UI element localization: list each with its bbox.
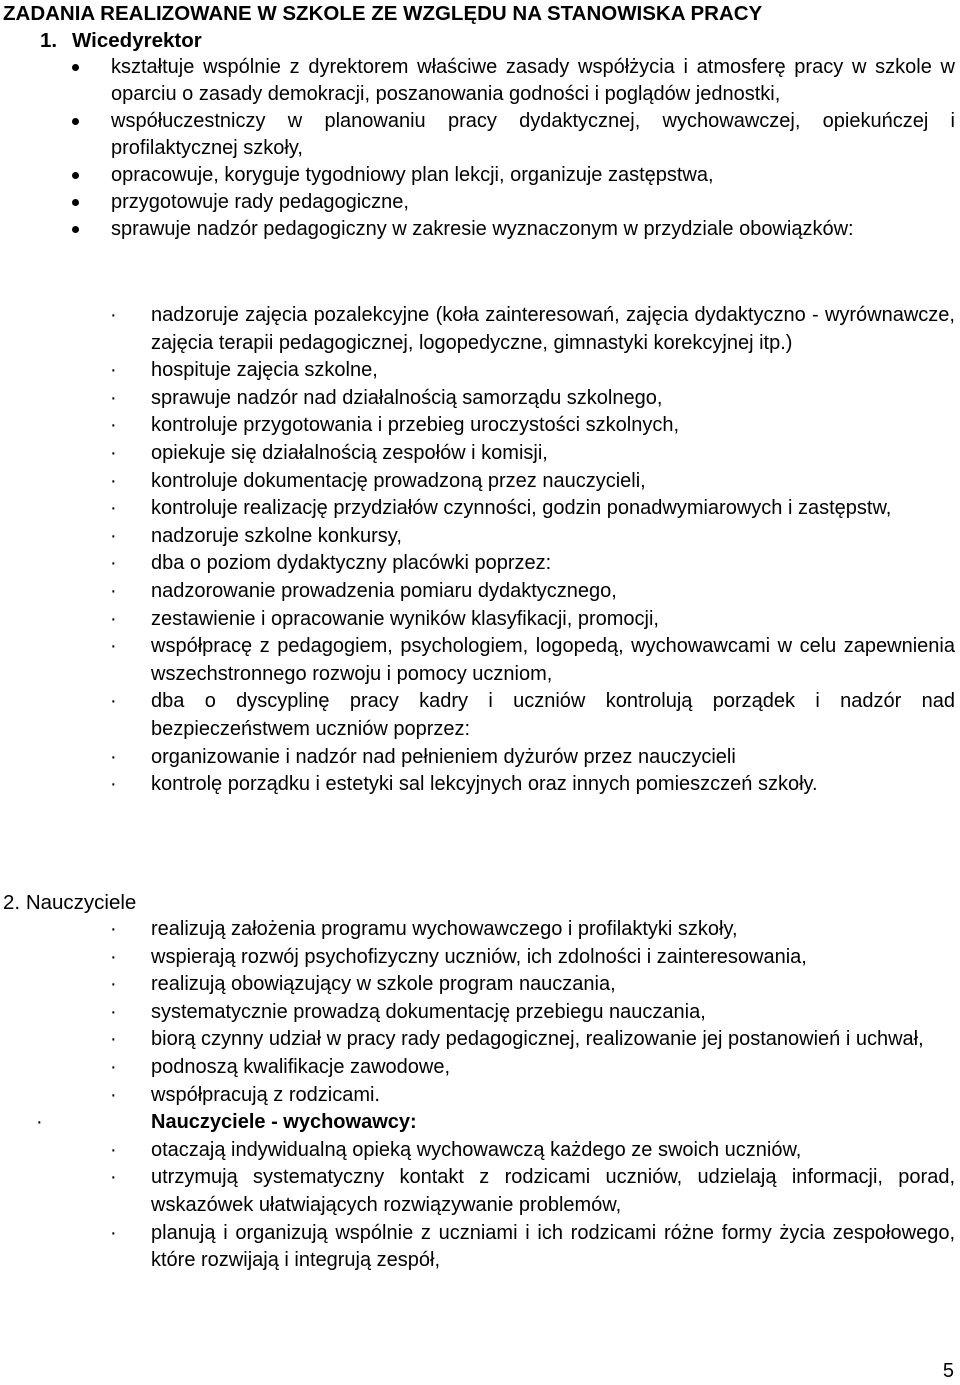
section-1-subitem-list: [0, 302, 960, 799]
dot-icon: ·: [110, 469, 117, 492]
list-item: [0, 495, 960, 523]
list-item: [0, 606, 960, 634]
list-item-text: dba o dyscyplinę pracy kadry i uczniów kontrolują porządek i nadzór nad bezpieczeństwem uczniów poprzez:: [151, 690, 955, 740]
list-item-text: sprawuje nadzór pedagogiczny w zakresie wyznaczonym w przydziale obowiązków:: [111, 218, 854, 240]
subsection-heading: [0, 1109, 960, 1137]
list-item: [0, 1137, 960, 1165]
list-item-text: kontroluje dokumentację prowadzoną przez nauczycieli,: [151, 469, 646, 492]
dot-icon: ·: [110, 745, 117, 768]
list-item: [0, 162, 960, 189]
list-item: [0, 744, 960, 772]
list-item: [0, 385, 960, 413]
list-item-text: realizują założenia programu wychowawczego i profilaktyki szkoły,: [151, 918, 738, 940]
list-item-text: kontroluje przygotowania i przebieg uroczystości szkolnych,: [151, 414, 680, 437]
dot-icon: ·: [110, 524, 117, 547]
section-2-number: 2.: [3, 891, 21, 914]
section-2-title: Nauczyciele: [25, 891, 137, 914]
list-item-text: nadzoruje zajęcia pozalekcyjne (koła zainteresowań, zajęcia dydaktyczno - wyrównawcze, zajęcia terapii pedagogicznej, logopedyczne, gimnastyki korekcyjnej itp.): [151, 304, 955, 354]
list-item: [0, 1054, 960, 1082]
list-item: [0, 54, 960, 108]
bullet-icon: [72, 199, 79, 206]
list-item-text: kontrolę porządku i estetyki sal lekcyjnych oraz innych pomieszczeń szkoły.: [151, 773, 818, 796]
list-item: [0, 999, 960, 1027]
list-item: [0, 916, 960, 944]
dot-icon: ·: [110, 1221, 117, 1244]
list-item-text: wspierają rozwój psychofizyczny uczniów, ich zdolności i zainteresowania,: [151, 945, 807, 968]
list-item: [0, 108, 960, 162]
list-item-text: współuczestniczy w planowaniu pracy dydaktycznej, wychowawczej, opiekuńczej i profilaktycznej szkoły,: [111, 110, 955, 159]
list-item: [0, 578, 960, 606]
list-item-text: współpracują z rodzicami.: [151, 1083, 380, 1106]
section-2-heading: [3, 889, 136, 916]
dot-icon: ·: [110, 441, 117, 464]
document-title: ZADANIA REALIZOWANE W SZKOLE ZE WZGLĘDU NA STANOWISKA PRACY: [3, 2, 763, 25]
bullet-icon: [72, 118, 79, 125]
bullet-icon: [72, 172, 79, 179]
dot-icon: ·: [110, 579, 117, 602]
list-item-text: systematycznie prowadzą dokumentację przebiegu nauczania,: [151, 1000, 706, 1023]
list-item: [0, 633, 960, 688]
section-1-number: 1.: [40, 29, 58, 52]
list-item: [0, 357, 960, 385]
dot-icon: ·: [110, 973, 117, 996]
list-item-text: hospituje zajęcia szkolne,: [151, 359, 378, 382]
list-item: [0, 944, 960, 972]
dot-icon: ·: [110, 1028, 117, 1051]
list-item: [0, 1164, 960, 1219]
dot-icon: ·: [36, 1111, 43, 1134]
list-item-text: organizowanie i nadzór nad pełnieniem dyżurów przez nauczycieli: [151, 745, 736, 768]
dot-icon: ·: [110, 552, 117, 575]
list-item-text: kształtuje wspólnie z dyrektorem właściwe zasady współżycia i atmosferę pracy w szkole w oparciu o zasady demokracji, poszanowania godności i poglądów jednostki,: [111, 56, 955, 105]
dot-icon: ·: [110, 1055, 117, 1078]
dot-icon: ·: [110, 386, 117, 409]
list-item-text: opracowuje, koryguje tygodniowy plan lekcji, organizuje zastępstwa,: [111, 164, 714, 186]
list-item-text: utrzymują systematyczny kontakt z rodzicami uczniów, udzielają informacji, porad, wskazówek ułatwiających rozwiązywanie problemów,: [151, 1166, 955, 1216]
list-item-text: nadzorowanie prowadzenia pomiaru dydaktycznego,: [151, 579, 617, 602]
list-item: [0, 189, 960, 216]
list-item: [0, 771, 960, 799]
list-item: [0, 523, 960, 551]
dot-icon: ·: [110, 635, 117, 658]
dot-icon: ·: [110, 1166, 117, 1189]
list-item: [0, 1026, 960, 1054]
list-item-text: opiekuje się działalnością zespołów i komisji,: [151, 441, 548, 464]
dot-icon: ·: [110, 304, 117, 326]
list-item-text: sprawuje nadzór nad działalnością samorządu szkolnego,: [151, 386, 663, 409]
dot-icon: ·: [110, 414, 117, 437]
list-item-text: kontroluje realizację przydziałów czynności, godzin ponadwymiarowych i zastępstw,: [151, 497, 892, 520]
list-item-text: realizują obowiązujący w szkole program nauczania,: [151, 973, 616, 996]
section-1-heading: [40, 27, 202, 54]
list-item-text: dba o poziom dydaktyczny placówki poprzez:: [151, 552, 552, 575]
list-item-text: zestawienie i opracowanie wyników klasyfikacji, promocji,: [151, 607, 659, 630]
dot-icon: ·: [110, 1083, 117, 1106]
dot-icon: ·: [110, 773, 117, 796]
list-item: [0, 412, 960, 440]
dot-icon: ·: [110, 359, 117, 382]
list-item: [0, 468, 960, 496]
list-item-text: przygotowuje rady pedagogiczne,: [111, 191, 409, 213]
list-item: [0, 440, 960, 468]
dot-icon: ·: [110, 497, 117, 520]
section-1-title: Wicedyrektor: [72, 29, 202, 52]
section-1-bullet-list: [0, 54, 960, 243]
section-2-item-list: [0, 916, 960, 1275]
list-item-text: otaczają indywidualną opieką wychowawczą każdego ze swoich uczniów,: [151, 1138, 802, 1161]
dot-icon: ·: [110, 918, 117, 940]
subsection-title: Nauczyciele - wychowawcy:: [151, 1111, 417, 1134]
dot-icon: ·: [110, 607, 117, 630]
dot-icon: ·: [110, 1138, 117, 1161]
list-item-text: biorą czynny udział w pracy rady pedagogicznej, realizowanie jej postanowień i uchwał,: [151, 1028, 924, 1051]
dot-icon: ·: [110, 1000, 117, 1023]
list-item-text: planują i organizują wspólnie z uczniami i ich rodzicami różne formy życia zespołowego, które rozwijają i integrują zespół,: [151, 1221, 955, 1272]
bullet-icon: [72, 226, 79, 233]
page-number: 5: [942, 1360, 954, 1382]
list-item: [0, 1220, 960, 1275]
list-item-text: współpracę z pedagogiem, psychologiem, logopedą, wychowawcami w celu zapewnienia wszechstronnego rozwoju i pomocy uczniom,: [151, 635, 955, 685]
list-item: [0, 971, 960, 999]
list-item: [0, 550, 960, 578]
list-item-text: nadzoruje szkolne konkursy,: [151, 524, 402, 547]
dot-icon: ·: [110, 690, 117, 713]
bullet-icon: [72, 64, 79, 71]
list-item: [0, 302, 960, 357]
list-item: [0, 1082, 960, 1110]
dot-icon: ·: [110, 945, 117, 968]
list-item: [0, 688, 960, 743]
list-item-text: podnoszą kwalifikacje zawodowe,: [151, 1055, 451, 1078]
list-item: [0, 216, 960, 243]
